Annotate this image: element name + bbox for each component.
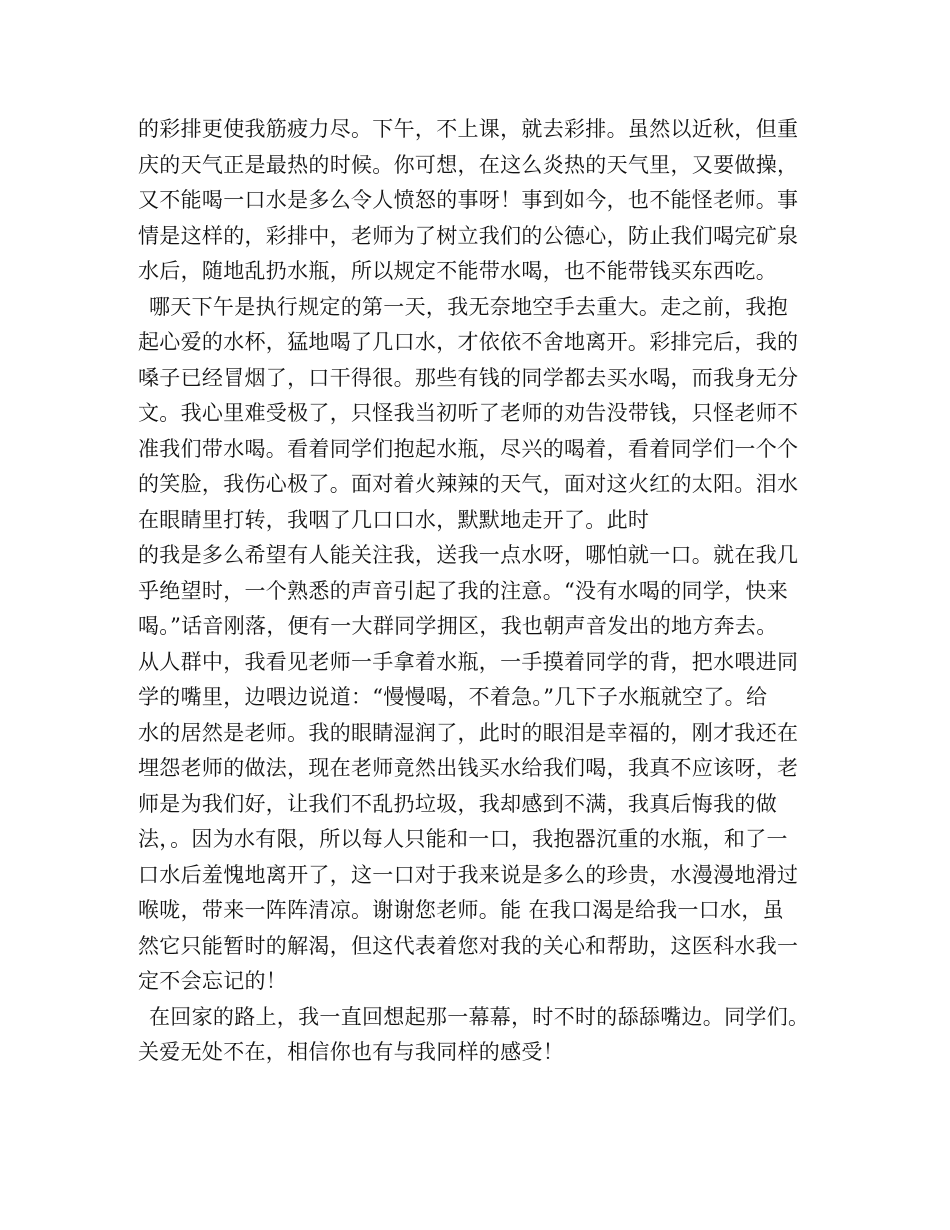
text-line: 然它只能暂时的解渴，但这代表着您对我的关心和帮助，这医科水我一 bbox=[138, 933, 799, 958]
text-line: 情是这样的，彩排中，老师为了树立我们的公德心，防止我们喝完矿泉 bbox=[138, 223, 799, 248]
text-line: 的我是多么希望有人能关注我，送我一点水呀，哪怕就一口。就在我几 bbox=[138, 543, 799, 567]
text-line: 的彩排更使我筋疲力尽。下午，不上课，就去彩排。虽然以近秋，但重 bbox=[138, 117, 799, 141]
essay-body bbox=[138, 112, 828, 1071]
text-line: 又不能喝一口水是多么令人愤怒的事呀！事到如今，也不能怪老师。事 bbox=[138, 188, 799, 212]
text-line: 法，。因为水有限，所以每人只能和一口，我抱器沉重的水瓶，和了一 bbox=[138, 827, 788, 851]
paragraph-start-line: 在回家的路上，我一直回想起那一幕幕，时不时的舔舔嘴边。同学们。 bbox=[149, 1004, 810, 1029]
text-line: 学的嘴里，边喂边说道：“慢慢喝，不着急。”几下子水瓶就空了。给 bbox=[138, 685, 768, 709]
text-line: 嗓子已经冒烟了，口干得很。那些有钱的同学都去买水喝，而我身无分 bbox=[138, 365, 799, 390]
text-line: 在眼睛里打转，我咽了几口口水，默默地走开了。此时 bbox=[138, 507, 650, 532]
text-line: 乎绝望时，一个熟悉的声音引起了我的注意。“没有水喝的同学，快来 bbox=[138, 578, 789, 603]
text-line: 从人群中，我看见老师一手拿着水瓶，一手摸着同学的背，把水喂进同 bbox=[138, 649, 799, 674]
text-line: 庆的天气正是最热的时候。你可想，在这么炎热的天气里，又要做操， bbox=[138, 152, 799, 177]
paragraph-start-line: 哪天下午是执行规定的第一天，我无奈地空手去重大。走之前，我抱 bbox=[149, 294, 788, 319]
text-line: 关爱无处不在，相信你也有与我同样的感受！ bbox=[138, 1040, 564, 1064]
text-line: 文。我心里难受极了，只怪我当初听了老师的劝告没带钱，只怪老师不 bbox=[138, 401, 799, 425]
text-line: 定不会忘记的！ bbox=[138, 969, 288, 993]
text-line: 喝。”话音刚落，便有一大群同学拥区，我也朝声音发出的地方奔去。 bbox=[138, 614, 778, 638]
text-line: 准我们带水喝。看着同学们抱起水瓶，尽兴的喝着，看着同学们一个个 bbox=[138, 436, 799, 461]
text-line: 起心爱的水杯，猛地喝了几口水，才依依不舍地离开。彩排完后，我的 bbox=[138, 330, 799, 354]
text-line: 的笑脸，我伤心极了。面对着火辣辣的天气，面对这火红的太阳。泪水 bbox=[138, 472, 799, 496]
text-line: 埋怨老师的做法，现在老师竟然出钱买水给我们喝，我真不应该呀，老 bbox=[138, 756, 799, 780]
text-line: 水的居然是老师。我的眼睛湿润了，此时的眼泪是幸福的，刚才我还在 bbox=[138, 720, 799, 745]
text-line: 口水后羞愧地离开了，这一口对于我来说是多么的珍贵，水漫漫地滑过 bbox=[138, 862, 799, 887]
text-line: 师是为我们好，让我们不乱扔垃圾，我却感到不满，我真后悔我的做 bbox=[138, 791, 777, 816]
text-line: 喉咙，带来一阵阵清凉。谢谢您老师。能 在我口渴是给我一口水，虽 bbox=[138, 898, 784, 922]
text-line: 水后，随地乱扔水瓶，所以规定不能带水喝，也不能带钱买东西吃。 bbox=[138, 259, 777, 283]
